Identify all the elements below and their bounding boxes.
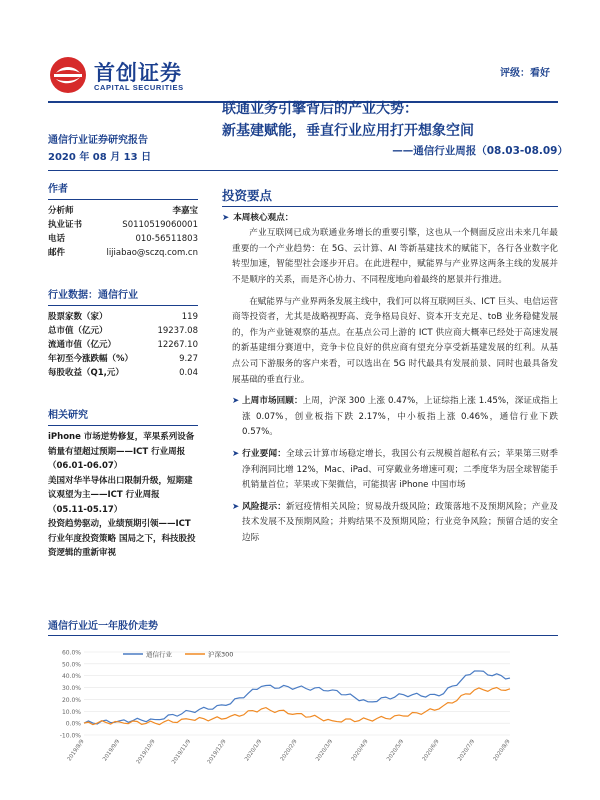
phone-label: 电话 [48,234,66,244]
phone-value: 010-56511803 [135,234,198,244]
report-title-block [222,98,568,160]
analyst-row [48,204,198,218]
x-tick-label: 2019/8/9 [66,738,86,763]
core-paragraph-1: 产业互联网已成为联通业务增长的重要引擎，这也从一个侧面反应出未来几年最重要的一个产业趋势：在 5G、云计算、AI 等新基建技术的赋能下，各行各业数字化转型加速，智能型社会逐步开启。在此进程中，赋能界与产业界这两条主线的发展并不是顺序的关系，而是齐心协力、不同程度地向着最终的愿景并行推进。 [232,228,558,285]
market-review-label: 上周市场回顾： [242,396,303,407]
email-label: 邮件 [48,248,66,258]
market-review-bullet [232,394,558,441]
related-divider [48,425,198,426]
license-value: S0110519060001 [122,220,198,230]
y-tick-label: 0.0% [65,720,81,728]
capital-securities-logo-icon [48,55,88,95]
x-tick-label: 2020/1/9 [244,738,264,763]
chart-divider [48,635,558,636]
report-type: 通信行业证券研究报告 [48,135,148,146]
arrow-bullet-icon: ➤ [232,396,242,407]
logo-en-text: CAPITAL SECURITIES [94,83,184,92]
industry-data-label: 每股收益（Q1,元） [48,368,124,378]
y-tick-label: 40.0% [61,673,81,681]
arrow-bullet-icon: ➤ [232,448,243,459]
core-paragraph-2: 在赋能界与产业界两条发展主线中，我们可以将互联网巨头、ICT 巨头、电信运营商等投资者，尤其是战略视野高、竞争格局良好、资本开支充足、toB 业务稳健发展的，作为产业链观察的基点。在基点公司上游的 ICT 供应商大概率已经处于高速发展的新基建细分赛道中，竞争卡位良好的供应商有望充分享受新基建发展的红利。从基点公司下游服务的客户来看，可以选出在 5G 时代最具有发展前景、同时也最具备发展基础的垂直行业。 [232,296,558,385]
x-tick-label: 2019/9/9 [102,738,122,763]
industry-data-value: 119 [181,312,198,322]
analyst-name: 李嘉宝 [172,206,198,216]
related-research-item[interactable]: 美国对华半导体出口限制升级，短期建议观望为主——ICT 行业周报（05.11-05.17） [48,475,193,515]
investment-highlights [222,188,558,552]
industry-news-label: 行业要闻： [242,448,287,459]
arrow-bullet-icon: ➤ [222,212,230,223]
x-tick-label: 2019/10/9 [135,738,157,766]
series-line-1 [84,687,510,724]
stock-trend-chart [48,640,518,790]
related-research-list [48,430,198,561]
series-line-0 [84,671,510,724]
report-date: 2020 年 08 月 13 日 [48,152,152,163]
core-view-heading [222,211,558,227]
title-line-3: ——通信行业周报（08.03-08.09） [392,145,568,157]
related-research-item[interactable]: iPhone 市场逆势修复，苹果系列设备销量有望超过预期——ICT 行业周报（06.01-06.07） [48,432,195,471]
industry-data-row [48,352,198,366]
email-row [48,246,198,260]
related-research-item[interactable]: 投资趋势驱动，业绩预期引领——ICT 行业年度投资策略 国局之下，科技股投资逻辑的重新审视 [48,519,196,558]
x-tick-label: 2020/5/9 [386,738,406,763]
title-line-1: 联通业务引擎背后的产业大势： [222,101,418,117]
y-tick-label: 20.0% [61,696,81,704]
x-tick-label: 2020/2/9 [279,738,299,763]
author-divider [48,199,198,200]
core-view-label: 本周核心观点： [233,212,294,223]
legend-label: 通信行业 [146,650,172,659]
y-tick-label: 30.0% [61,685,81,693]
x-tick-label: 2020/7/9 [457,738,477,763]
industry-section-title: 行业数据：通信行业 [48,290,138,301]
industry-data-row [48,310,198,324]
industry-data-row [48,366,198,380]
industry-data-value: 0.04 [179,368,198,378]
invest-divider [222,206,558,207]
x-tick-label: 2019/11/9 [171,738,193,766]
y-tick-label: 50.0% [61,661,81,669]
industry-divider [48,305,198,306]
risk-bullet [232,500,558,547]
company-logo [48,55,218,97]
report-meta [48,132,151,166]
logo-cn-text: 首创证券 [94,61,182,85]
related-section-title: 相关研究 [48,410,88,421]
y-tick-label: -10.0% [59,732,81,740]
author-section-title: 作者 [48,184,68,195]
industry-data-value: 12267.10 [157,340,198,350]
title-divider [48,170,558,171]
market-review-text: 上周，沪深 300 上涨 0.47%，上证综指上涨 1.45%，深证成指上涨 0.07%，创业板指下跌 2.17%，中小板指上涨 0.46%，通信行业下跌 0.57%。 [242,396,558,438]
x-tick-label: 2020/6/9 [421,738,441,763]
risk-label: 风险提示： [242,501,287,512]
industry-data-label: 股票家数（家） [48,312,108,322]
chart-section-title: 通信行业近一年股价走势 [48,621,158,632]
email-value[interactable]: lijiabao@sczq.com.cn [106,248,198,258]
industry-data-label: 流通市值（亿元） [48,340,117,350]
industry-news-bullet [232,447,558,494]
risk-text: 新冠疫情相关风险；贸易战升级风险；政策落地不及预期风险；产业及技术发展不及预期风险；并购结果不及预期风险；行业竞争风险；预留合适的安全边际 [242,501,558,543]
y-tick-label: 10.0% [61,708,81,716]
license-label: 执业证书 [48,220,83,230]
analyst-label: 分析师 [48,206,74,216]
industry-data-table [48,310,198,380]
industry-data-row [48,324,198,338]
y-tick-label: 60.0% [61,649,81,657]
x-tick-label: 2020/4/9 [350,738,370,763]
license-row [48,218,198,232]
title-line-2: 新基建赋能，垂直行业应用打开想象空间 [222,123,474,139]
legend-label: 沪深300 [208,650,234,659]
industry-news-text: 全球云计算市场稳定增长，我国公有云规模首超私有云；苹果第三财季净利润同比增 12%，Mac、iPad、可穿戴业务增速可观；二季度华为居全球智能手机销量首位；苹果或下架微信，可能损害 iPhone 中国市场 [242,448,558,491]
industry-data-label: 年初至今涨跌幅（%） [48,354,134,364]
industry-data-label: 总市值（亿元） [48,326,108,336]
x-tick-label: 2020/3/9 [315,738,335,763]
invest-heading: 投资要点 [222,188,273,203]
phone-row [48,232,198,246]
x-tick-label: 2020/8/9 [492,738,512,763]
industry-data-value: 19237.08 [157,326,198,336]
rating-label: 评级：看好 [500,68,550,79]
arrow-bullet-icon: ➤ [232,501,243,512]
industry-data-value: 9.27 [179,354,198,364]
x-tick-label: 2019/12/9 [206,738,228,766]
industry-data-row [48,338,198,352]
left-sidebar [48,180,198,561]
